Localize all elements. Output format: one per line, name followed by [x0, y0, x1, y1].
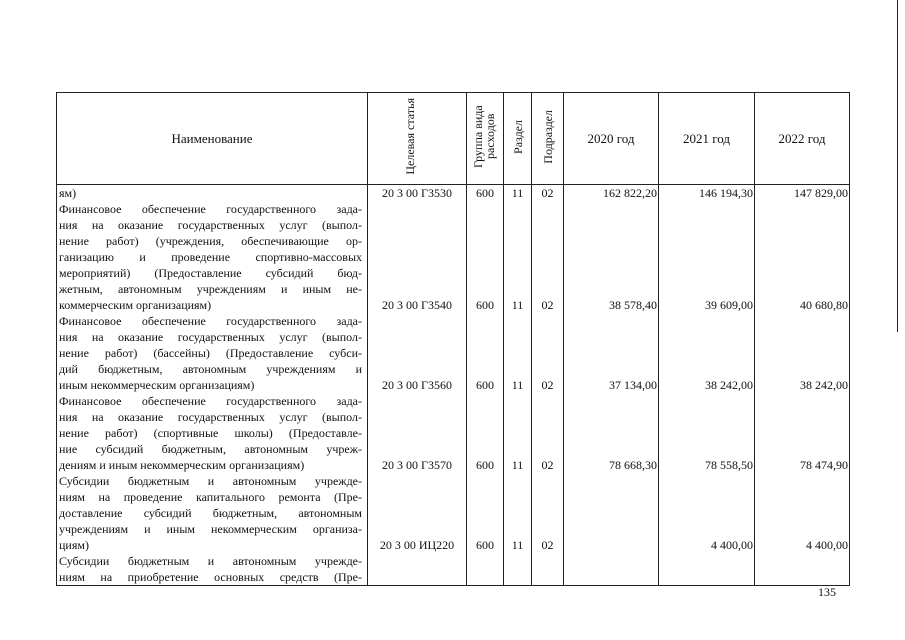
header-expense-group-label: Группа вида расходов: [471, 105, 497, 168]
budget-table: [56, 92, 850, 586]
name-line: мероприятий) (Предоставление субсидий бюд-: [59, 266, 362, 280]
name-line: циям): [59, 538, 89, 552]
header-year-2021-label: 2021 год: [683, 130, 730, 146]
name-line: ям): [59, 186, 77, 200]
expense-group-cell: 600: [476, 186, 494, 200]
expense-group-cell: 600: [476, 538, 494, 552]
section-column: [504, 185, 532, 586]
expense-group-cell: 600: [476, 378, 494, 392]
target-article-cell: 20 3 00 ИЦ220: [379, 538, 455, 552]
year-2021-column: [659, 185, 755, 586]
name-line: коммерческим организациям): [59, 298, 212, 312]
page-number: 135: [818, 585, 836, 599]
name-line: Субсидии бюджетным и автономным учрежде-: [59, 474, 362, 488]
name-line: доставление субсидий бюджетным, автономным: [59, 506, 362, 520]
target-article-cell: 20 3 00 Г3560: [382, 378, 452, 392]
header-subsection-label: Подраздел: [540, 109, 555, 164]
table-header-row: [57, 93, 850, 185]
table-body-row: [57, 185, 850, 586]
header-expense-group: [467, 93, 504, 185]
header-year-2020: [564, 93, 659, 185]
name-line: учреждениям и иным некоммерческим организа-: [59, 522, 362, 536]
section-cell: 11: [511, 538, 524, 552]
name-line: дениям и иным некоммерческим организациям): [59, 458, 305, 472]
name-line: Субсидии бюджетным и автономным учрежде-: [59, 554, 362, 568]
name-column: [57, 185, 368, 586]
header-name: [57, 93, 368, 185]
expense-group-cell: 600: [476, 458, 494, 472]
amount-2022-cell: 4 400,00: [806, 538, 848, 552]
section-cell: 11: [511, 298, 524, 312]
name-line: ние субсидий бюджетным, автономным учреж-: [59, 442, 362, 456]
amount-2021-cell: 78 558,50: [705, 458, 753, 472]
name-line: нение работ) (бассейны) (Предоставление субси-: [59, 346, 362, 360]
header-target-article: [368, 93, 467, 185]
subsection-column: [532, 185, 564, 586]
year-2022-column: [755, 185, 850, 586]
amount-2020-cell: [564, 537, 657, 553]
name-line: нение работ) (спортивные школы) (Предоставле-: [59, 426, 362, 440]
name-line: дий бюджетным, автономным учреждениям и: [59, 362, 362, 376]
subsection-cell: 02: [541, 298, 554, 312]
subsection-cell: 02: [541, 458, 554, 472]
section-cell: 11: [511, 186, 524, 200]
amount-2021-cell: 38 242,00: [705, 378, 753, 392]
name-line: ния на оказание государственных услуг (выпол-: [59, 410, 362, 424]
amount-2022-cell: 78 474,90: [800, 458, 848, 472]
amount-2021-cell: 39 609,00: [705, 298, 753, 312]
target-article-column: [368, 185, 467, 586]
header-section: [504, 93, 532, 185]
amount-2020-cell: 162 822,20: [603, 186, 657, 200]
section-cell: 11: [511, 378, 524, 392]
header-year-2020-label: 2020 год: [587, 130, 635, 146]
subsection-cell: 02: [541, 186, 554, 200]
name-line: нение работ) (учреждения, обеспечивающие ор-: [59, 234, 362, 248]
amount-2022-cell: 38 242,00: [800, 378, 848, 392]
header-year-2021: [659, 93, 755, 185]
amount-2022-cell: 40 680,80: [800, 298, 848, 312]
amount-2020-cell: 78 668,30: [609, 458, 657, 472]
subsection-cell: 02: [541, 538, 554, 552]
target-article-cell: 20 3 00 Г3570: [382, 458, 452, 472]
amount-2021-cell: 4 400,00: [711, 538, 753, 552]
amount-2020-cell: 37 134,00: [609, 378, 657, 392]
name-line: ния на оказание государственных услуг (выпол-: [59, 218, 362, 232]
expense-group-column: [467, 185, 504, 586]
header-year-2022: [755, 93, 850, 185]
name-line: ганизацию и проведение спортивно-массовых: [59, 250, 362, 264]
expense-group-cell: 600: [476, 298, 494, 312]
name-line: Финансовое обеспечение государственного зада-: [59, 394, 362, 408]
section-cell: 11: [511, 458, 524, 472]
header-target-article-label: Целевая статья: [403, 98, 417, 175]
page-edge-line: [897, 0, 898, 332]
year-2020-column: [564, 185, 659, 586]
name-line: Финансовое обеспечение государственного зада-: [59, 314, 362, 328]
name-line: жетным, автономным учреждениям и иным не-: [59, 282, 362, 296]
header-name-label: Наименование: [171, 130, 253, 146]
target-article-cell: 20 3 00 Г3530: [382, 186, 452, 200]
subsection-cell: 02: [541, 378, 554, 392]
header-subsection: [532, 93, 564, 185]
name-line: ниям на приобретение основных средств (Пре-: [59, 570, 362, 584]
name-line: ниям на проведение капитального ремонта (Пре-: [59, 490, 362, 504]
amount-2022-cell: 147 829,00: [794, 186, 848, 200]
target-article-cell: 20 3 00 Г3540: [382, 298, 452, 312]
amount-2020-cell: 38 578,40: [609, 298, 657, 312]
header-section-label: Раздел: [510, 119, 525, 154]
name-line: ния на оказание государственных услуг (выпол-: [59, 330, 362, 344]
header-year-2022-label: 2022 год: [778, 130, 826, 146]
name-line: Финансовое обеспечение государственного зада-: [59, 202, 362, 216]
name-line: иным некоммерческим организациям): [59, 378, 255, 392]
amount-2021-cell: 146 194,30: [699, 186, 753, 200]
